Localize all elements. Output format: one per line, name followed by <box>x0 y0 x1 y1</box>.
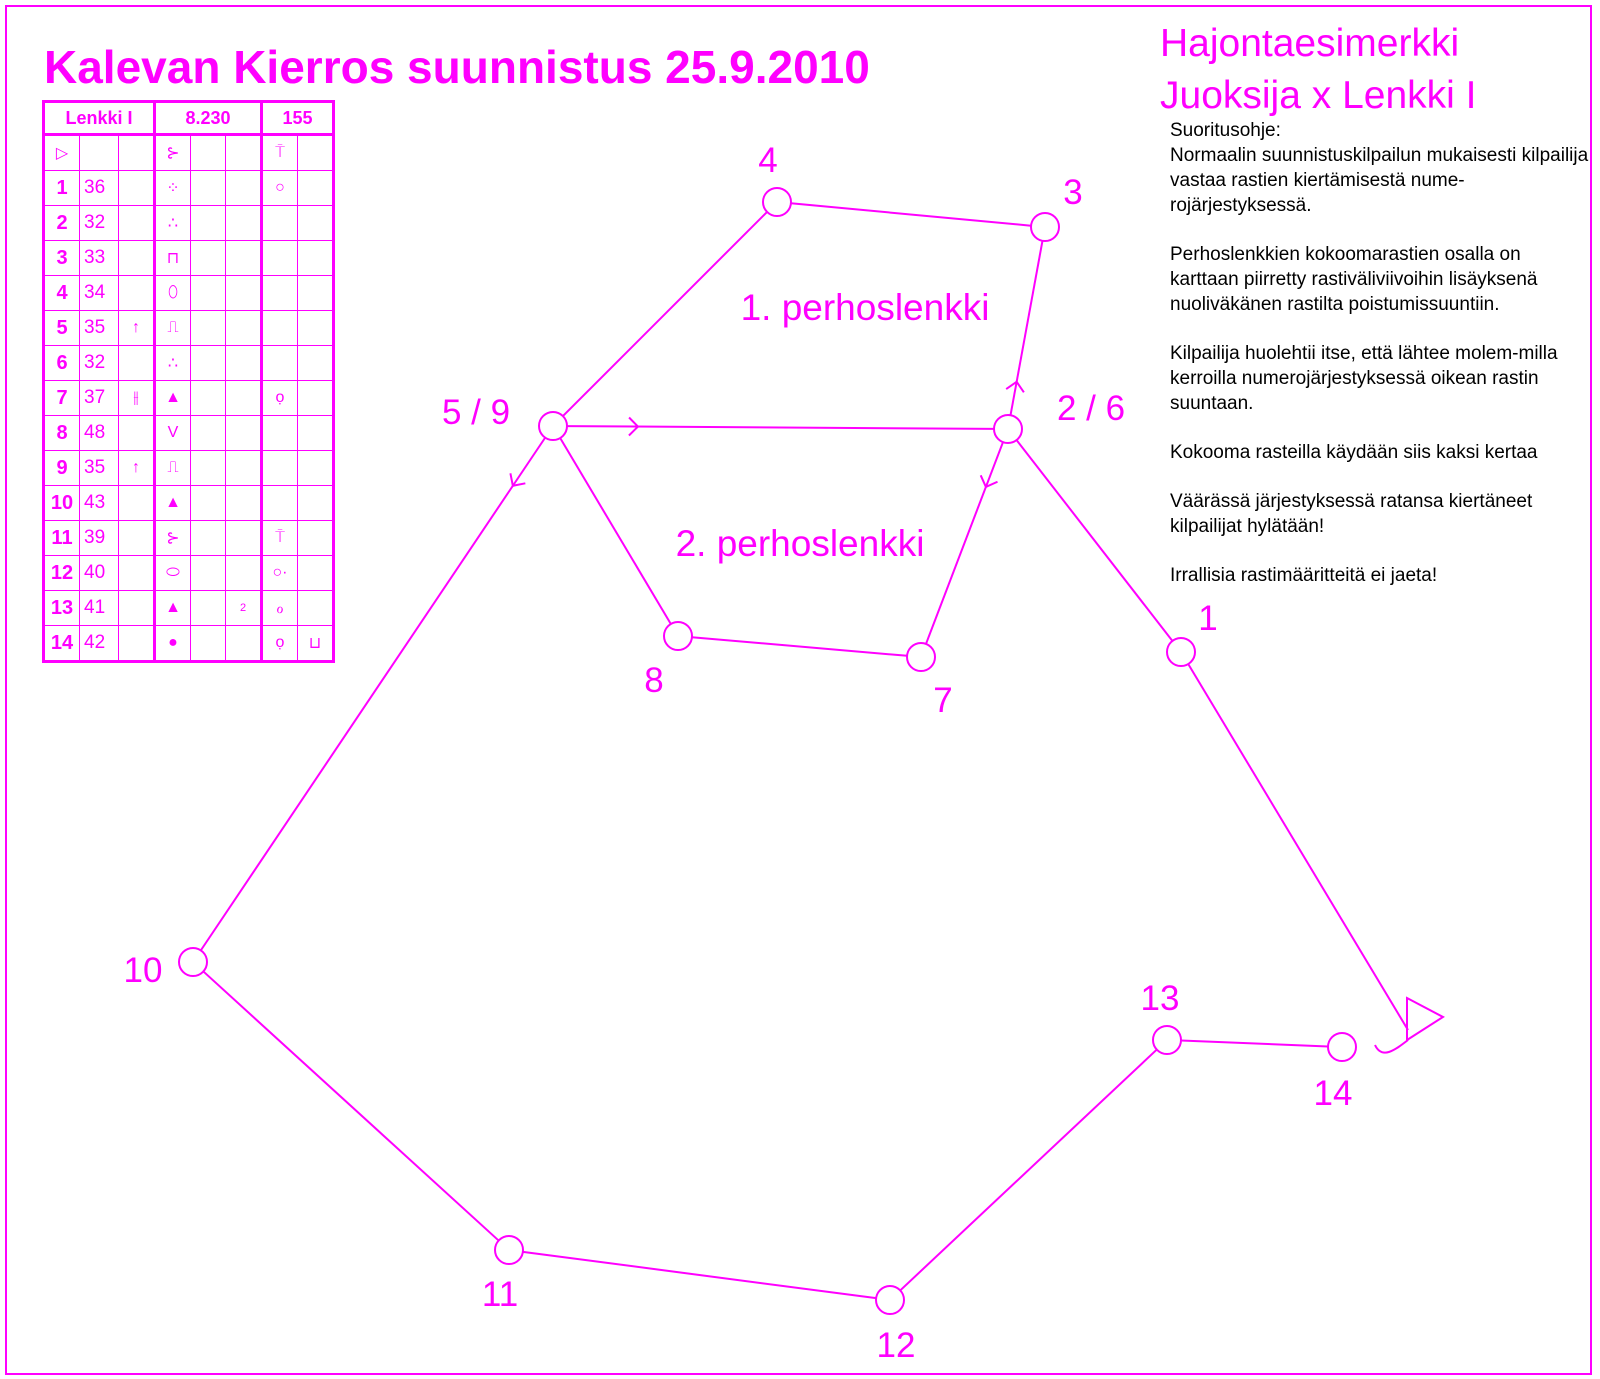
loop-label-1: 1. perhoslenkki <box>740 287 990 328</box>
control-circle-c12 <box>876 1286 904 1314</box>
control-circle-c14 <box>1328 1033 1356 1061</box>
finish-link <box>1375 1040 1408 1053</box>
course-length: 8.230 <box>155 102 262 135</box>
control-circle-c10 <box>179 948 207 976</box>
control-code: 34 <box>80 276 119 311</box>
feature-symbol-icon: ▲ <box>155 486 191 521</box>
which-feature-icon: ⫲ <box>119 381 155 416</box>
control-circle-c3 <box>1031 213 1059 241</box>
control-label-c26: 2 / 6 <box>1056 389 1126 428</box>
leg-line <box>567 426 994 429</box>
leg-line <box>1011 241 1043 415</box>
example-subtitle: Juoksija x Lenkki I <box>1160 74 1477 117</box>
feature-symbol-icon: ⊓ <box>155 241 191 276</box>
control-code: 32 <box>80 206 119 241</box>
start-triangle-icon <box>1407 998 1443 1040</box>
control-label-c13: 13 <box>1140 979 1180 1018</box>
leg-line <box>692 637 907 656</box>
location-symbol-icon: ⍑ <box>262 521 298 556</box>
control-code: 48 <box>80 416 119 451</box>
feature-symbol-icon: ∴ <box>155 346 191 381</box>
control-code: 40 <box>80 556 119 591</box>
control-label-c10: 10 <box>123 951 163 990</box>
leg-line <box>926 442 1003 644</box>
control-code: 32 <box>80 346 119 381</box>
leg-line <box>1017 440 1173 641</box>
control-number: 6 <box>44 346 80 381</box>
leg-line <box>201 438 545 951</box>
control-number: 4 <box>44 276 80 311</box>
control-code: 35 <box>80 451 119 486</box>
instructions-paragraph-4: Kokooma rasteilla käydään siis kaksi kertaa <box>1170 442 1538 463</box>
control-label-c4: 4 <box>758 141 778 180</box>
control-number: 13 <box>44 591 80 626</box>
control-code: 41 <box>80 591 119 626</box>
control-number: 12 <box>44 556 80 591</box>
location-symbol-icon: ℴ <box>262 591 298 626</box>
control-number: 8 <box>44 416 80 451</box>
control-number: 1 <box>44 171 80 206</box>
control-number: 2 <box>44 206 80 241</box>
direction-arrows <box>510 382 1023 487</box>
dimension-value: 2 <box>226 591 262 626</box>
control-circle-c8 <box>664 622 692 650</box>
location-symbol-icon: ọ <box>262 381 298 416</box>
control-number: 14 <box>44 626 80 662</box>
control-number: 10 <box>44 486 80 521</box>
control-label-c12: 12 <box>876 1326 916 1365</box>
feature-symbol-icon: ⁘ <box>155 171 191 206</box>
feature-symbol-icon: ▲ <box>155 381 191 416</box>
instructions-paragraph-6: Irrallisia rastimääritteitä ei jaeta! <box>1170 565 1438 586</box>
course-legs <box>201 203 1408 1298</box>
control-label-c1: 1 <box>1198 599 1218 638</box>
control-circles <box>179 188 1356 1314</box>
control-label-c7: 7 <box>933 681 953 720</box>
control-circle-c11 <box>495 1236 523 1264</box>
control-circle-c26 <box>994 415 1022 443</box>
control-code: 39 <box>80 521 119 556</box>
feature-symbol-icon: ∴ <box>155 206 191 241</box>
location-symbol-icon: ○· <box>262 556 298 591</box>
feature-symbol-icon: ▲ <box>155 591 191 626</box>
other-info-icon: ⊔ <box>298 626 334 662</box>
control-circle-c59 <box>539 412 567 440</box>
instructions-heading: Suoritusohje: <box>1170 120 1281 141</box>
control-number: 11 <box>44 521 80 556</box>
instructions-paragraph-2: Perhoslenkkien kokoomarastien osalla on karttaan piirretty rastiväliviivoihin lisäyksenä nuoliväkänen rastilta poistumissuuntiin. <box>1170 244 1538 315</box>
course-climb: 155 <box>262 102 334 135</box>
feature-symbol-icon: ⎍ <box>155 451 191 486</box>
leg-line <box>523 1252 876 1298</box>
example-title: Hajontaesimerkki <box>1160 22 1460 65</box>
feature-symbol-icon: ⬯ <box>155 276 191 311</box>
feature-symbol-icon: ⊱ <box>155 521 191 556</box>
instructions-paragraph-3: Kilpailija huolehtii itse, että lähtee molem-milla kerroilla numerojärjestyksessä oikean rastin suuntaan. <box>1170 343 1558 414</box>
control-code: 42 <box>80 626 119 662</box>
control-code: 35 <box>80 311 119 346</box>
location-symbol-icon: ọ <box>262 626 298 662</box>
control-circle-c1 <box>1167 638 1195 666</box>
start-location-icon: ⍑ <box>262 135 298 171</box>
control-label-c3: 3 <box>1063 173 1083 212</box>
page-title: Kalevan Kierros suunnistus 25.9.2010 <box>44 41 870 93</box>
control-number: 5 <box>44 311 80 346</box>
feature-symbol-icon: ● <box>155 626 191 662</box>
start-feature-icon: ⊱ <box>155 135 191 171</box>
feature-symbol-icon: ⬭ <box>155 556 191 591</box>
control-label-c14: 14 <box>1313 1074 1353 1113</box>
which-feature-icon: ↑ <box>119 451 155 486</box>
control-code: 43 <box>80 486 119 521</box>
control-code: 33 <box>80 241 119 276</box>
leg-line <box>1181 1041 1328 1047</box>
control-labels <box>124 141 1353 1365</box>
control-label-c59: 5 / 9 <box>441 393 511 432</box>
instructions-paragraph-1: Normaalin suunnistuskilpailun mukaisesti kilpailija vastaa rastien kiertämisestä nume-rojärjestyksessä. <box>1170 145 1589 216</box>
which-feature-icon: ↑ <box>119 311 155 346</box>
leg-line <box>791 203 1031 225</box>
feature-symbol-icon: V <box>155 416 191 451</box>
instructions-paragraph-5: Väärässä järjestyksessä ratansa kiertäneet kilpailijat hylätään! <box>1170 491 1533 537</box>
location-symbol-icon: ○ <box>262 171 298 206</box>
leg-line <box>560 438 671 624</box>
feature-symbol-icon: ⎍ <box>155 311 191 346</box>
control-circle-c7 <box>907 643 935 671</box>
control-number: 3 <box>44 241 80 276</box>
leg-line <box>563 212 767 416</box>
control-code: 36 <box>80 171 119 206</box>
loop-label-2: 2. perhoslenkki <box>675 523 925 564</box>
control-label-c11: 11 <box>481 1275 519 1314</box>
leg-line <box>900 1050 1157 1291</box>
control-circle-c13 <box>1153 1026 1181 1054</box>
course-name: Lenkki I <box>44 102 155 135</box>
leg-line <box>203 971 498 1240</box>
control-label-c8: 8 <box>644 661 664 700</box>
control-number: 7 <box>44 381 80 416</box>
control-circle-c4 <box>763 188 791 216</box>
leg-line <box>1188 664 1408 1030</box>
control-code: 37 <box>80 381 119 416</box>
start-symbol-icon: ▷ <box>44 135 80 171</box>
control-number: 9 <box>44 451 80 486</box>
